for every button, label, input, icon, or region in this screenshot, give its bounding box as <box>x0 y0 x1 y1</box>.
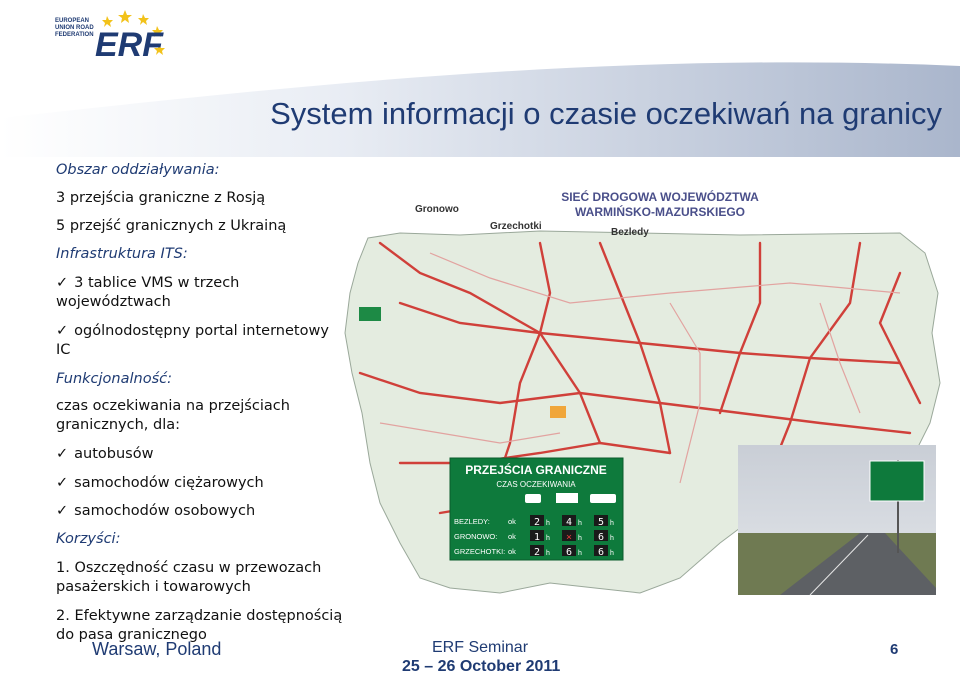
map-title-line: WARMIŃSKO-MAZURSKIEGO <box>575 205 745 219</box>
sign-digit: 2 <box>533 517 541 528</box>
benefit-item: 1. Oszczędność czasu w przewozach <box>56 560 322 576</box>
crossing-marker-icon <box>550 406 566 418</box>
its-item-cont: IC <box>56 342 71 358</box>
sign-subtitle: CZAS OCZEKIWANIA <box>496 480 576 489</box>
func-text: granicznych, dla: <box>56 417 181 433</box>
benefit-item-cont: do pasa granicznego <box>56 627 207 643</box>
footer-event: ERF Seminar <box>432 639 529 656</box>
func-text: czas oczekiwania na przejściach <box>56 398 290 414</box>
sign-row-name: GRZECHOTKI: <box>454 547 506 556</box>
area-item: 3 przejścia graniczne z Rosją <box>56 190 266 206</box>
its-item-cont: województwach <box>56 294 171 310</box>
its-item: ✓ 3 tablice VMS w trzech <box>56 273 239 294</box>
vms-marker-icon <box>359 307 381 321</box>
road-network-map <box>340 183 950 599</box>
sign-row-name: GRONOWO: <box>454 532 498 541</box>
crossing-label-grzechotki: Grzechotki <box>490 221 542 232</box>
sign-digit: 6 <box>597 532 605 543</box>
sign-unit: h <box>578 550 582 557</box>
its-heading: Infrastruktura ITS: <box>56 246 188 262</box>
sign-digit: 1 <box>533 532 541 543</box>
crossing-label-gronowo: Gronowo <box>415 204 459 215</box>
benefit-item-cont: pasażerskich i towarowych <box>56 579 251 595</box>
map-title-line: SIEĆ DROGOWA WOJEWÓDZTWA <box>561 190 759 204</box>
sign-unit: h <box>610 550 614 557</box>
area-heading: Obszar oddziaływania: <box>56 162 220 178</box>
sign-unit: h <box>610 535 614 542</box>
logo-tagline: EUROPEAN <box>55 18 90 24</box>
logo-text: ERF <box>95 26 163 64</box>
sign-unit: h <box>546 520 550 527</box>
benefits-heading: Korzyści: <box>56 531 121 547</box>
sign-digit: 6 <box>565 547 573 558</box>
sign-unit: h <box>546 550 550 557</box>
sign-row-ok: ok <box>508 517 516 526</box>
sign-digit: 2 <box>533 547 541 558</box>
sign-unit: h <box>610 520 614 527</box>
sign-digit: 5 <box>597 517 605 528</box>
car-icon <box>525 494 541 503</box>
slide-title: System informacji o czasie oczekiwań na granicy <box>270 96 942 131</box>
sign-row-name: BEZLEDY: <box>454 517 490 526</box>
func-heading: Funkcjonalność: <box>56 371 172 387</box>
area-item: 5 przejść granicznych z Ukrainą <box>56 218 287 234</box>
roadside-photo <box>738 445 936 595</box>
crossing-label-bezledy: Bezledy <box>611 227 649 238</box>
sign-title: PRZEJŚCIA GRANICZNE <box>465 463 607 477</box>
func-item: ✓ autobusów <box>56 444 153 465</box>
photo-sign-icon <box>870 461 924 501</box>
vms-sign <box>450 458 623 560</box>
its-item: ✓ ogólnodostępny portal internetowy <box>56 321 329 342</box>
func-item: ✓ samochodów osobowych <box>56 501 255 522</box>
erf-logo <box>55 6 180 66</box>
sign-digit: × <box>565 532 573 543</box>
logo-tagline: UNION ROAD <box>55 25 94 31</box>
sign-row-ok: ok <box>508 532 516 541</box>
sign-row-ok: ok <box>508 547 516 556</box>
benefit-item: 2. Efektywne zarządzanie dostępnością <box>56 608 343 624</box>
func-item: ✓ samochodów ciężarowych <box>56 473 264 494</box>
bus-icon <box>590 494 616 503</box>
truck-icon <box>556 493 578 503</box>
logo-tagline: FEDERATION <box>55 32 94 38</box>
footer-dates: 25 – 26 October 2011 <box>402 658 561 675</box>
sign-unit: h <box>578 520 582 527</box>
footer-location: Warsaw, Poland <box>92 639 222 659</box>
sign-unit: h <box>546 535 550 542</box>
sign-digit: 4 <box>565 517 573 528</box>
page-number: 6 <box>890 641 899 658</box>
sign-unit: h <box>578 535 582 542</box>
sign-digit: 6 <box>597 547 605 558</box>
